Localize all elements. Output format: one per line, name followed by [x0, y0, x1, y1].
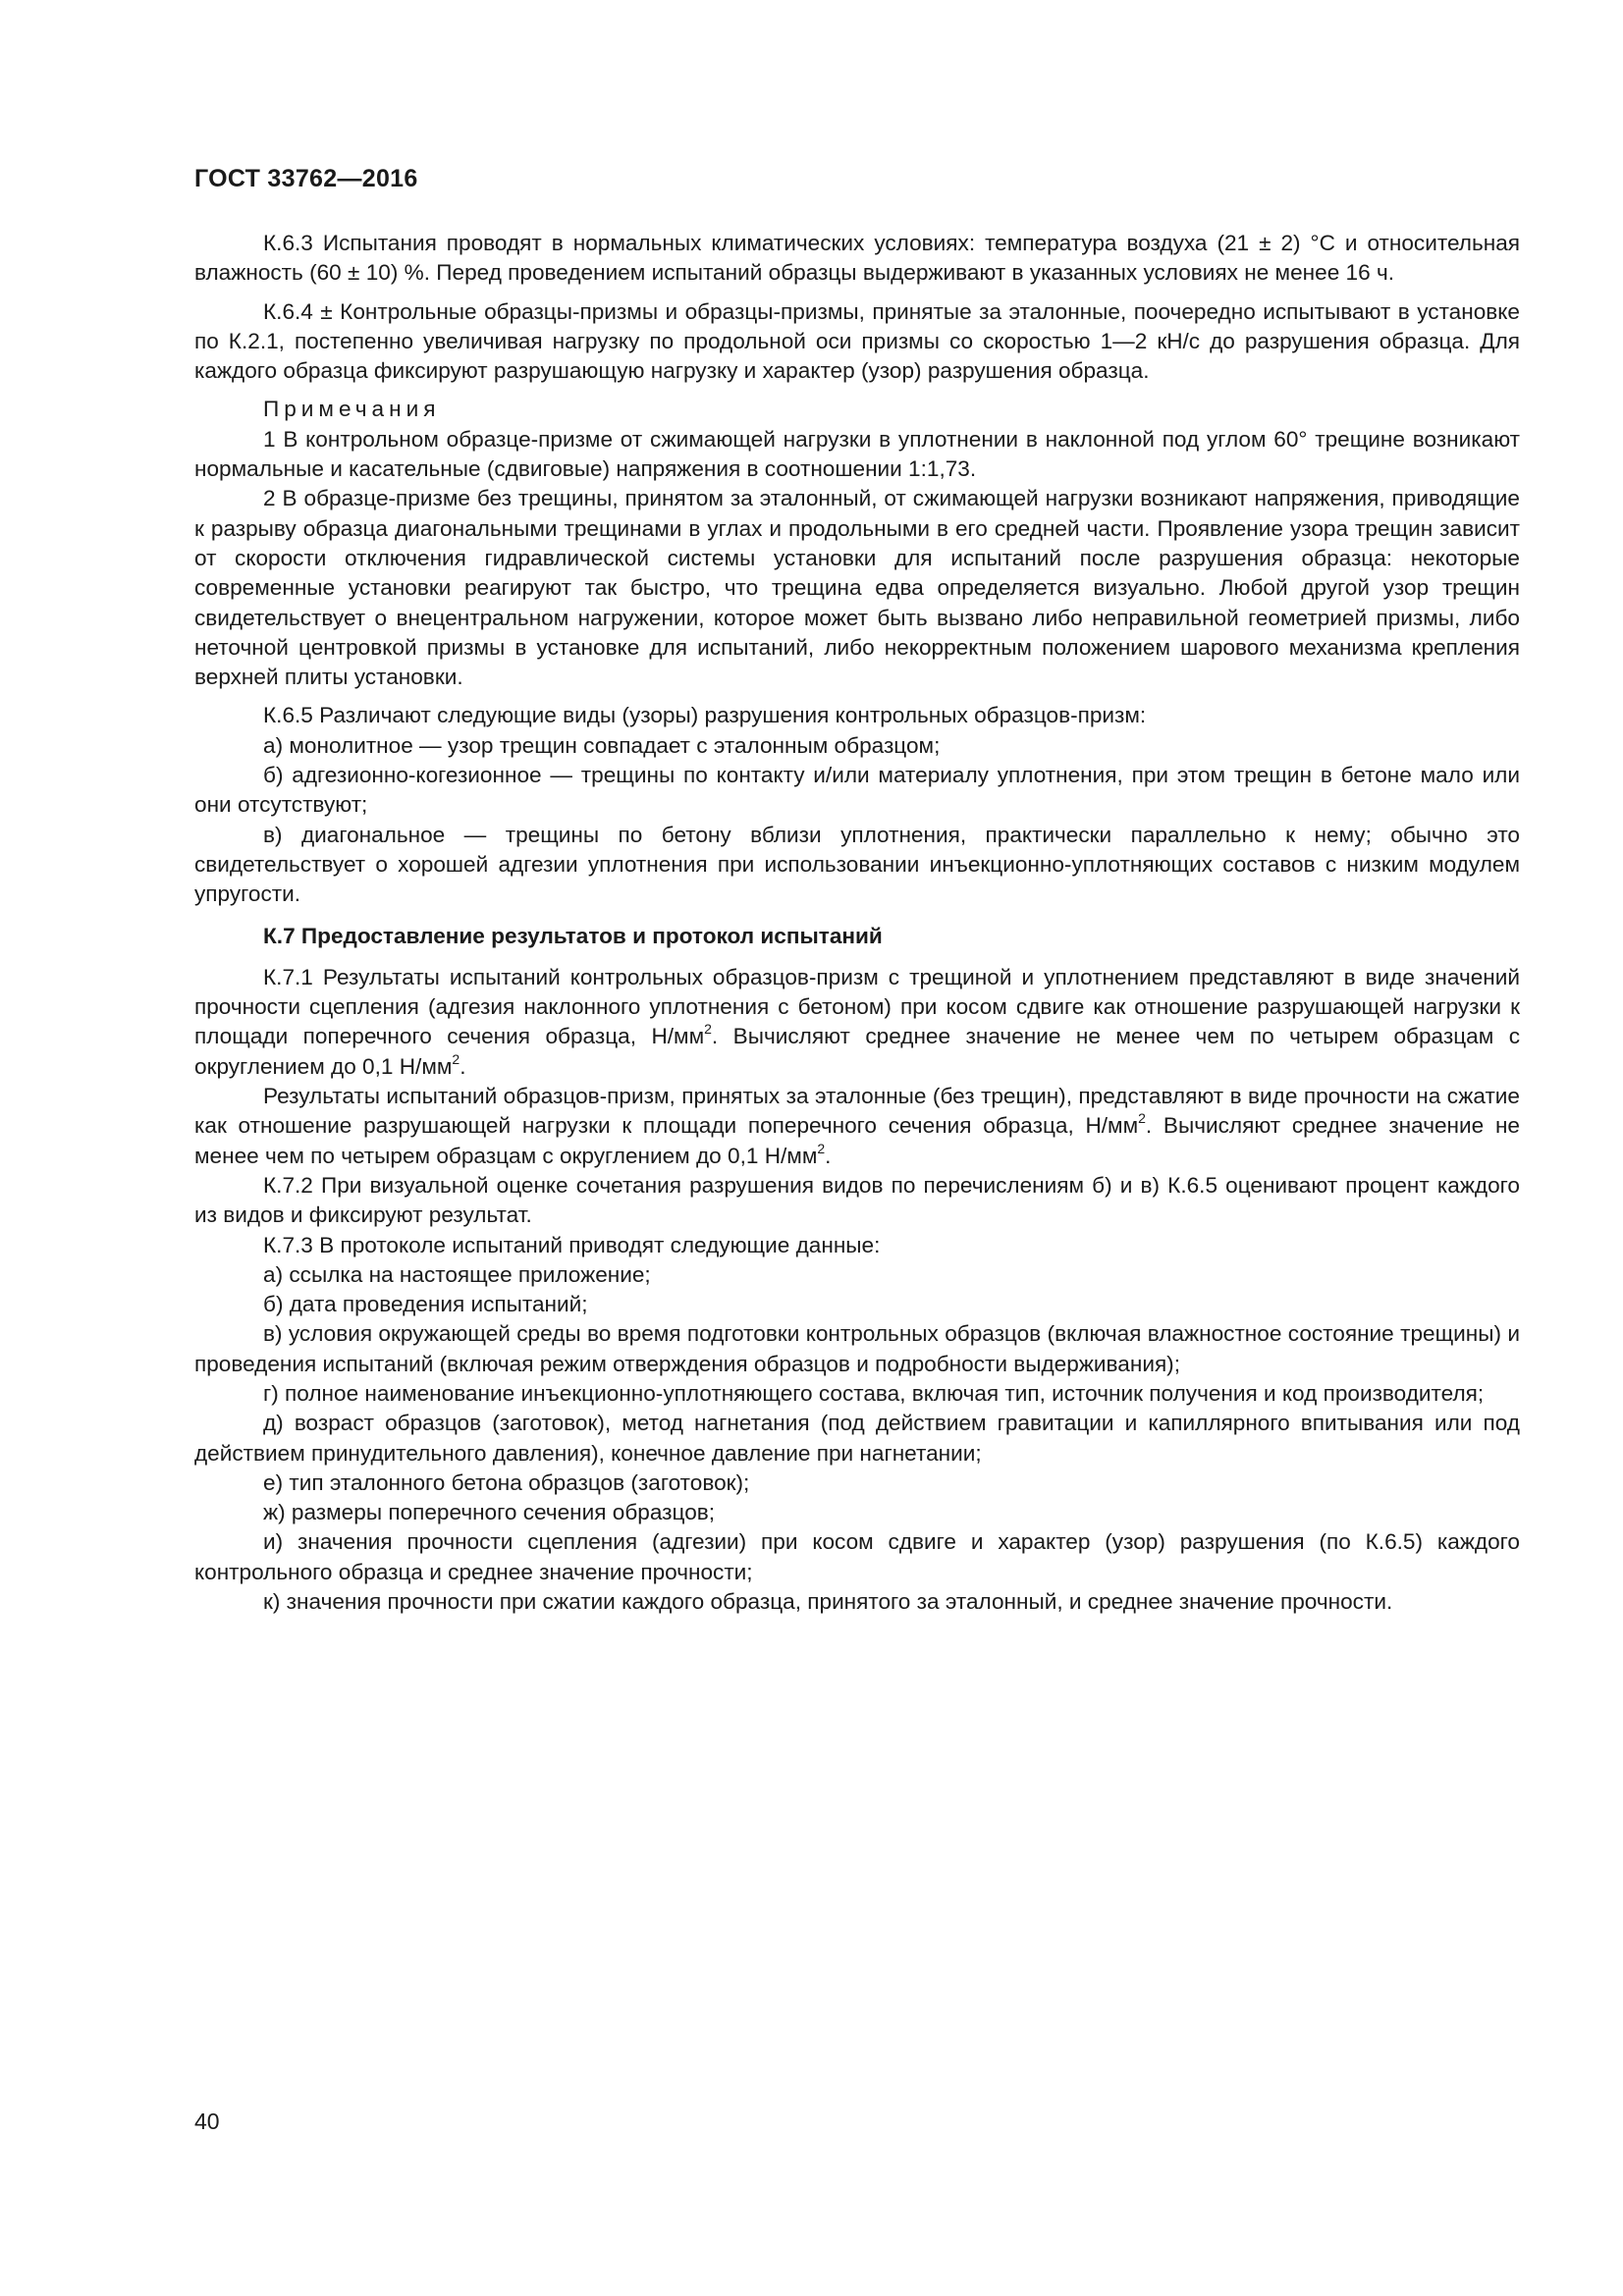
superscript-2: 2 — [704, 1021, 712, 1038]
paragraph-k6-3: К.6.3 Испытания проводят в нормальных климатических условиях: температура воздуха (21 ± 2) °С и относительная влажность (60 ± 10) %. Перед проведением испытаний образцы выдерживают в указанных условиях не менее 16 ч. — [194, 231, 1520, 286]
k7-1-text-2: . Вычисляют среднее значение не менее чем по четырем образцам с округлением до 0,1 Н/мм — [194, 1024, 1520, 1079]
superscript-2: 2 — [452, 1050, 460, 1067]
note-2: 2 В образце-призме без трещины, принятом за эталонный, от сжимающей нагрузки возникают напряжения, приводящие к разрыву образца диагональными трещинами в углах и продольными в его средней части. Проявление узора трещин зависит от скорости отключения гидравлической системы установки для испытаний после разрушения образца: некоторые современные установки реагируют так быстро, что трещина едва определяется визуально. Любой другой узор трещин свидетельствует о внецентральном нагружении, которое может быть вызвано либо неправильной геометрией призмы, либо неточной центровкой призмы в установке для испытаний, либо некорректным положением шарового механизма крепления верхней плиты установки. — [194, 486, 1520, 690]
document-body — [194, 229, 1520, 1617]
list-item-k7-3-k: к) значения прочности при сжатии каждого образца, принятого за эталонный, и среднее значение прочности. — [263, 1589, 1393, 1615]
list-item-k7-3-a: а) ссылка на настоящее приложение; — [263, 1261, 651, 1287]
paragraph-k7-1 — [194, 963, 1520, 1082]
page-number: 40 — [194, 2109, 220, 2134]
paragraph-k6-5: К.6.5 Различают следующие виды (узоры) разрушения контрольных образцов-призм: — [263, 703, 1147, 728]
list-item-k7-3-e: е) тип эталонного бетона образцов (заготовок); — [263, 1469, 750, 1495]
superscript-2: 2 — [1138, 1110, 1146, 1127]
paragraph-k7-2: К.7.2 При визуальной оценке сочетания разрушения видов по перечислениям б) и в) К.6.5 оценивают процент каждого из видов и фиксируют результат. — [194, 1172, 1520, 1228]
paragraph-k6-4: К.6.4 ± Контрольные образцы-призмы и образцы-призмы, принятые за эталонные, поочередно испытывают в установке по К.2.1, постепенно увеличивая нагрузку по продольной оси призмы со скоростью 1—2 кН/с до разрушения образца. Для каждого образца фиксируют разрушающую нагрузку и характер (узор) разрушения образца. — [194, 298, 1520, 384]
list-item-k7-3-b: б) дата проведения испытаний; — [263, 1292, 588, 1317]
list-item-k6-5-v: в) диагональное — трещины по бетону вблизи уплотнения, практически параллельно к нему; обычно это свидетельствует о хорошей адгезии уплотнения при использовании инъекционно-уплотняющих составов с низким модулем упругости. — [194, 822, 1520, 907]
list-item-k7-3-d: д) возраст образцов (заготовок), метод нагнетания (под действием гравитации и капиллярного впитывания или под действием принудительного давления), конечное давление при нагнетании; — [194, 1411, 1520, 1466]
list-item-k6-5-a: а) монолитное — узор трещин совпадает с эталонным образцом; — [263, 732, 941, 758]
list-item-k6-5-b: б) адгезионно-когезионное — трещины по контакту и/или материалу уплотнения, при этом трещин в бетоне мало или они отсутствуют; — [194, 763, 1520, 818]
section-title-k7: К.7 Предоставление результатов и протокол испытаний — [263, 923, 883, 948]
superscript-2: 2 — [817, 1140, 826, 1156]
k7-1b-text-2: . Вычисляют среднее значение не менее чем по четырем образцам с округлением до 0,1 Н/мм — [194, 1113, 1520, 1168]
note-1: 1 В контрольном образце-призме от сжимающей нагрузки в уплотнении в наклонной под углом 60° трещине возникают нормальные и касательные (сдвиговые) напряжения в соотношении 1:1,73. — [194, 426, 1520, 482]
paragraph-k7-3: К.7.3 В протоколе испытаний приводят следующие данные: — [263, 1232, 881, 1257]
list-item-k7-3-i: и) значения прочности сцепления (адгезии) при косом сдвиге и характер (узор) разрушения (по К.6.5) каждого контрольного образца и среднее значение прочности; — [194, 1529, 1520, 1584]
notes-title: Примечания — [263, 397, 441, 422]
document-code: ГОСТ 33762—2016 — [194, 165, 418, 192]
list-item-k7-3-g: г) полное наименование инъекционно-уплотняющего состава, включая тип, источник получения и код производителя; — [263, 1380, 1485, 1406]
k7-1b-text-1: Результаты испытаний образцов-призм, принятых за эталонные (без трещин), представляют в виде прочности на сжатие как отношение разрушающей нагрузки к площади поперечного сечения образца, Н/мм — [194, 1084, 1520, 1139]
paragraph-k7-1-reference — [194, 1082, 1520, 1171]
k7-1-text-1: К.7.1 Результаты испытаний контрольных образцов-призм с трещиной и уплотнением представляют в виде значений прочности сцепления (адгезия наклонного уплотнения с бетоном) при косом сдвиге как отношение разрушающей нагрузки к площади поперечного сечения образца, Н/мм — [194, 964, 1520, 1049]
k7-1-text-3: . — [460, 1053, 466, 1079]
list-item-k7-3-v: в) условия окружающей среды во время подготовки контрольных образцов (включая влажностное состояние трещины) и проведения испытаний (включая режим отверждения образцов и подробности выдерживания); — [194, 1321, 1520, 1376]
list-item-k7-3-zh: ж) размеры поперечного сечения образцов; — [263, 1500, 716, 1525]
k7-1b-text-3: . — [825, 1143, 832, 1168]
